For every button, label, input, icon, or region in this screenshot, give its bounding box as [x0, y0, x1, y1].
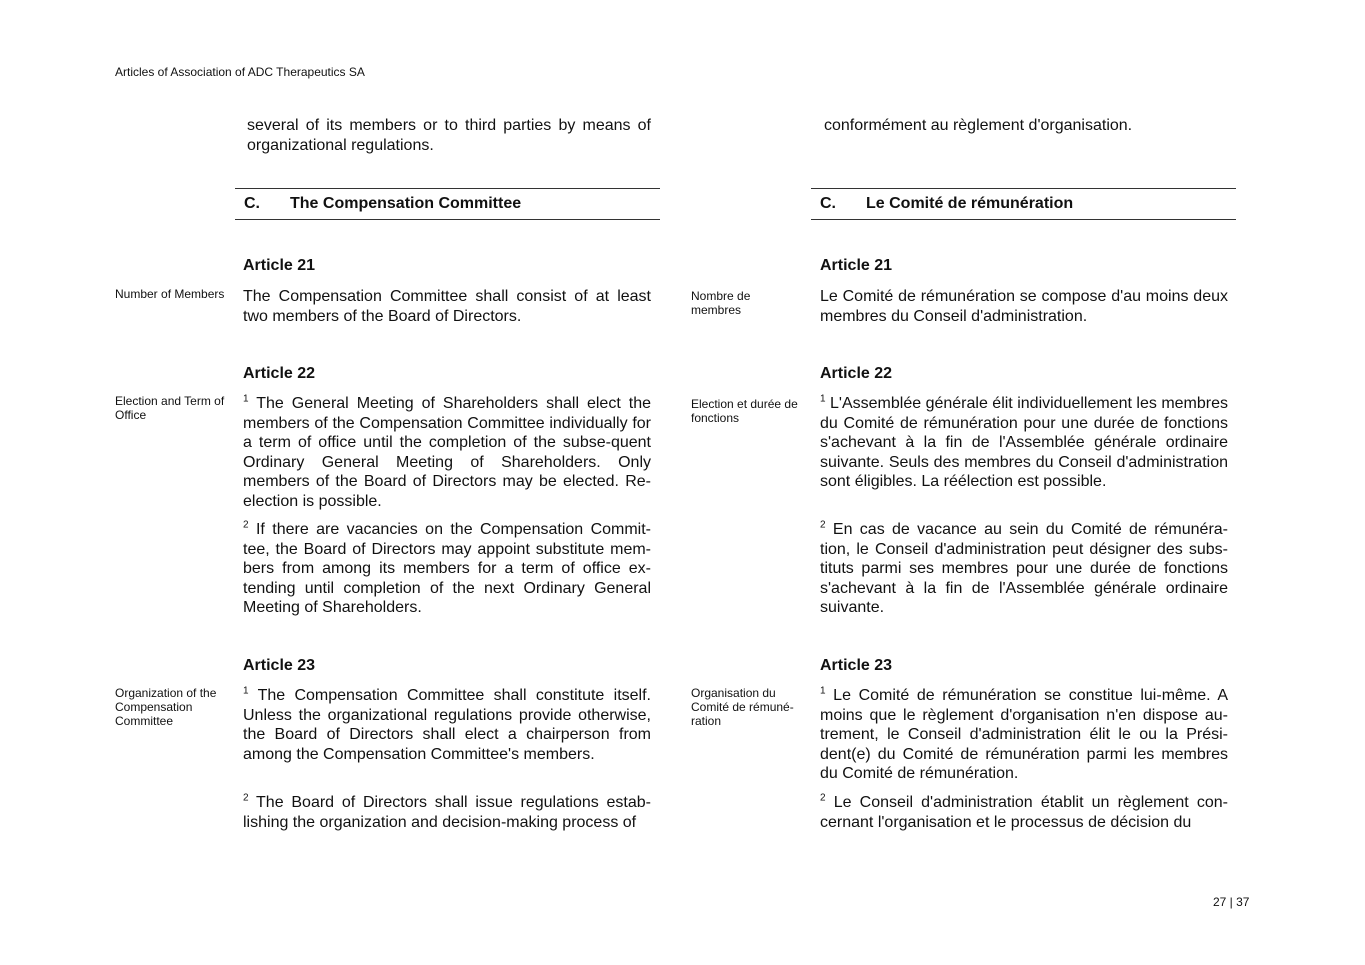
- french-article-23-margin: Organisation du Comité de rémuné-ration: [691, 686, 794, 728]
- french-article-22-para-1: $^1$ L'Assemblée générale élit individuellement les membres du Comité de rémunération pour une durée de fonctions s'achevant à la fin de l'Assemblée générale ordinaire suivante. Seuls des membres du Conseil d'administration sont éligibles. La réélection est possible.: [820, 393, 1228, 490]
- french-section-letter: C.: [820, 195, 836, 212]
- footnote-mark: 2: [820, 519, 826, 531]
- french-article-23-para-2: $^2$ Le Conseil d'administration établit un règlement con-cernant l'organisation et le processus de décision du: [820, 792, 1228, 831]
- french-article-22-margin: Election et durée de fonctions: [691, 397, 798, 425]
- english-section-letter: C.: [244, 195, 260, 212]
- english-section-title: The Compensation Committee: [290, 195, 522, 212]
- french-intro: conformément au règlement d'organisation.: [824, 117, 1133, 134]
- french-article-21-margin: Nombre de membres: [691, 289, 751, 317]
- footnote-mark: 1: [820, 393, 826, 405]
- footnote-mark: 1: [820, 685, 826, 697]
- english-article-23-para-1: $^1$ The Compensation Committee shall constitute itself. Unless the organizational regulations provide otherwise, the Board of Directors shall elect a chairperson from among the Compensation Committee's members.: [243, 685, 651, 763]
- document-header: Articles of Association of ADC Therapeutics SA: [115, 65, 365, 79]
- english-article-21-text: The Compensation Committee shall consist of at least two members of the Board of Directors.: [243, 288, 651, 325]
- english-article-21-title: Article 21: [243, 257, 316, 274]
- english-section-heading: [235, 188, 660, 220]
- english-article-22-para-2: $^2$ If there are vacancies on the Compensation Commit-tee, the Board of Directors may appoint substitute mem-bers from among its members for a term of office ex-tending until completion of the next Ordinary General Meeting of Shareholders.: [243, 519, 651, 616]
- french-article-22-title: Article 22: [820, 365, 893, 382]
- page-number: 27 | 37: [1213, 895, 1250, 909]
- footnote-mark: 1: [243, 685, 249, 697]
- english-article-22-margin: Election and Term of Office: [115, 394, 225, 422]
- french-article-21-text: Le Comité de rémunération se compose d'au moins deux membres du Conseil d'administration.: [820, 288, 1228, 325]
- footnote-mark: 2: [243, 519, 249, 531]
- french-article-22-para-2: $^2$ En cas de vacance au sein du Comité de rémunéra-tion, le Conseil d'administration peut désigner des subs-tituts parmi ses membres pour une durée de fonctions s'achevant à la fin de l'Assemblée générale ordinaire suivante.: [820, 519, 1228, 616]
- footnote-mark: 2: [243, 792, 249, 804]
- french-article-23-title: Article 23: [820, 657, 893, 674]
- english-article-21-margin: Number of Members: [115, 287, 225, 301]
- english-article-22-title: Article 22: [243, 365, 316, 382]
- english-article-23-para-2: $^2$ The Board of Directors shall issue regulations estab-lishing the organization and decision-making process of: [243, 792, 651, 831]
- french-section-title: Le Comité de rémunération: [866, 195, 1074, 212]
- english-article-23-margin: Organization of the Compensation Committee: [115, 686, 217, 728]
- french-article-21-title: Article 21: [820, 257, 893, 274]
- english-intro: several of its members or to third parties by means of organizational regulations.: [247, 117, 651, 154]
- footnote-mark: 1: [243, 393, 249, 405]
- footnote-mark: 2: [820, 792, 826, 804]
- english-article-22-para-1: $^1$ The General Meeting of Shareholders shall elect the members of the Compensation Committee individually for a term of office until the completion of the subse-quent Ordinary General Meeting of Shareholders. Only members of the Board of Directors may be elected. Re-election is possible.: [243, 393, 651, 510]
- french-article-23-para-1: $^1$ Le Comité de rémunération se constitue lui-même. A moins que le règlement d'organisation n'en dispose au-trement, le Conseil d'administration élit le ou la Prési-dent(e) du Comité de rémunération parmi les membres du Comité de rémunération.: [820, 685, 1228, 782]
- french-section-heading: [811, 188, 1236, 220]
- english-article-23-title: Article 23: [243, 657, 316, 674]
